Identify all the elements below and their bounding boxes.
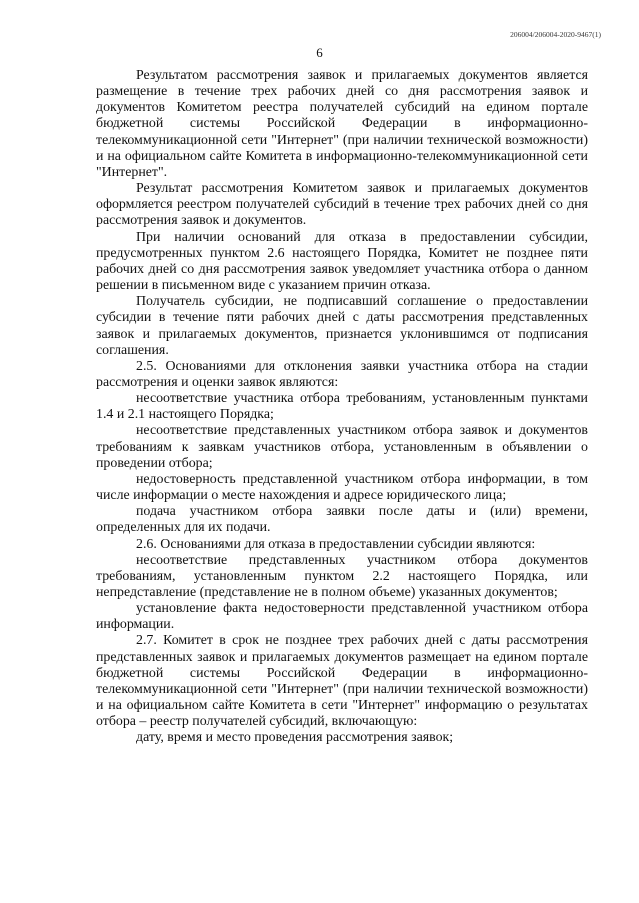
paragraph: 2.6. Основаниями для отказа в предоставлении субсидии являются: <box>136 536 536 552</box>
paragraph: несоответствие участника отбора требованиям, установленным пунктами 1.4 и 2.1 настоящего Порядка; <box>96 391 588 423</box>
paragraph: 2.7. Комитет в срок не позднее трех рабочих дней с даты рассмотрения представленных заявок и прилагаемых документов размещает на едином портале бюджетной системы Российской Федерации в информационно-телекоммуникационной сети "Интернет" (при наличии технической возможности) и на официальном сайте Комитета в сети "Интернет" информацию о результатах отбора – реестр получателей субсидий, включающую: <box>96 633 588 730</box>
document-body <box>96 68 588 747</box>
paragraph: 2.5. Основаниями для отклонения заявки участника отбора на стадии рассмотрения и оценки заявок являются: <box>96 358 588 390</box>
page-number: 6 <box>316 45 323 60</box>
paragraph: установление факта недостоверности представленной участником отбора информации. <box>96 601 588 633</box>
paragraph: несоответствие представленных участником отбора документов требованиям, установленным пунктом 2.2 настоящего Порядка, или непредставление (представление не в полном объеме) указанных документов; <box>96 552 588 600</box>
paragraph: Получатель субсидии, не подписавший соглашение о предоставлении субсидии в течение пяти рабочих дней с даты рассмотрения представленных заявок и прилагаемых документов, признается уклонившимся от подписания соглашения. <box>96 294 588 358</box>
document-id: 206004/206004-2020-9467(1) <box>510 30 601 39</box>
paragraph: несоответствие представленных участником отбора заявок и документов требованиям к заявкам участников отбора, установленным в объявлении о проведении отбора; <box>96 423 588 471</box>
paragraph: подача участником отбора заявки после даты и (или) времени, определенных для их подачи. <box>96 504 588 536</box>
paragraph: дату, время и место проведения рассмотрения заявок; <box>136 730 454 746</box>
paragraph: недостоверность представленной участником отбора информации, в том числе информации о месте нахождения и адресе юридического лица; <box>96 471 588 504</box>
paragraph: Результатом рассмотрения заявок и прилагаемых документов является размещение в течение трех рабочих дней со дня рассмотрения заявок и документов Комитетом реестра получателей субсидий на едином портале бюджетной системы Российской Федерации в информационно-телекоммуникационной сети "Интернет" (при наличии технической возможности) и на официальном сайте Комитета в информационно-телекоммуникационной сети "Интернет". <box>96 68 588 180</box>
paragraph: Результат рассмотрения Комитетом заявок и прилагаемых документов оформляется реестром получателей субсидий в течение трех рабочих дней со дня рассмотрения заявок и документов. <box>96 181 588 229</box>
paragraph: При наличии оснований для отказа в предоставлении субсидии, предусмотренных пунктом 2.6 настоящего Порядка, Комитет не позднее пяти рабочих дней со дня рассмотрения заявок уведомляет участника отбора о данном решении в письменном виде с указанием причин отказа. <box>96 229 588 294</box>
